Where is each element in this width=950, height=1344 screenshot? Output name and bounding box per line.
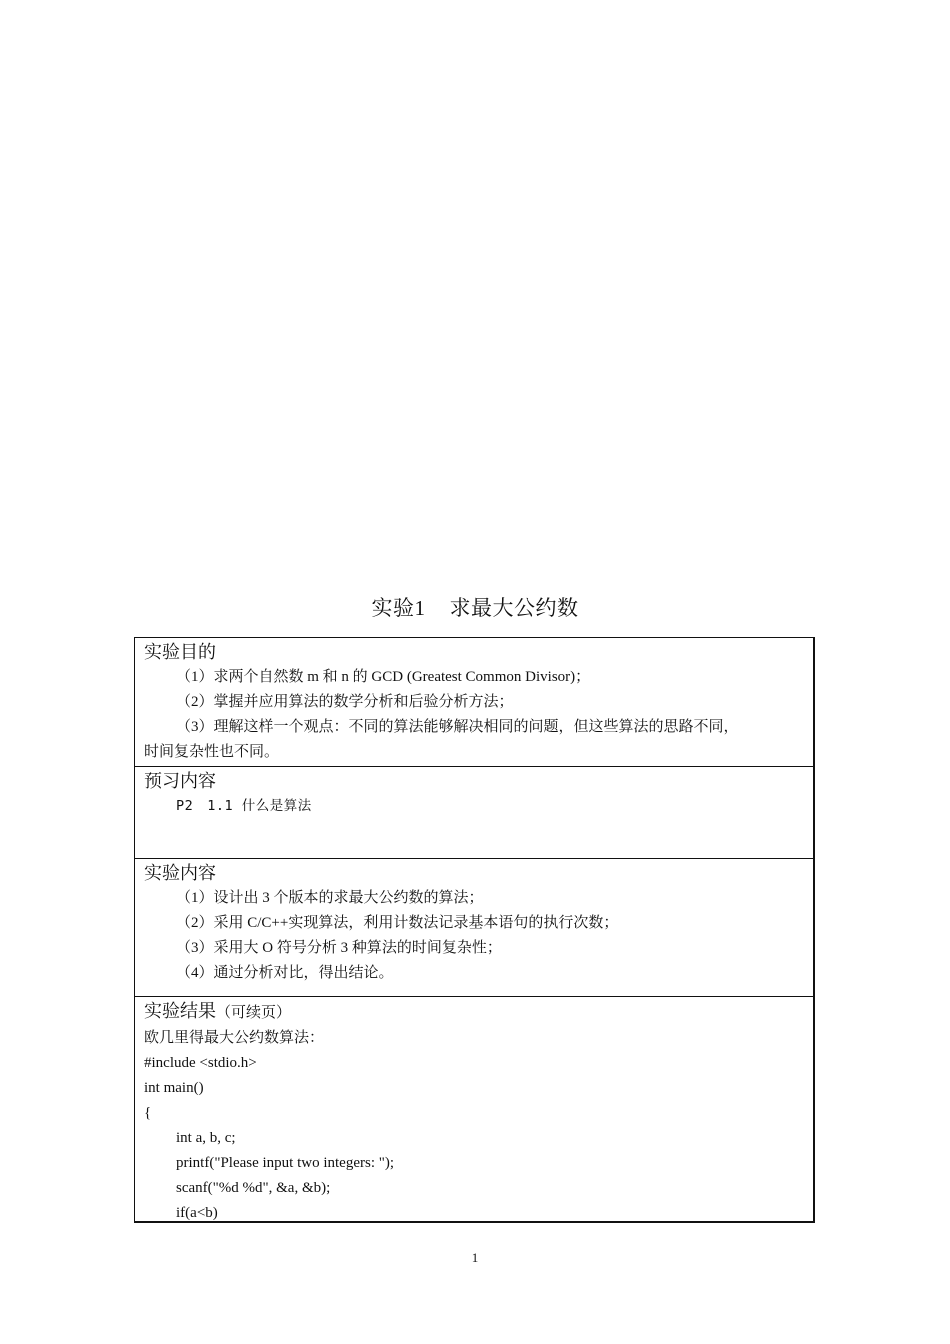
section-heading: 实验内容 — [144, 863, 216, 883]
code-line: #include <stdio.h> — [144, 1055, 257, 1071]
code-line: printf("Please input two integers: "); — [176, 1155, 395, 1171]
section-preview — [135, 766, 813, 858]
section-content — [135, 858, 813, 996]
preview-line: P2 1.1 什么是算法 — [176, 798, 312, 814]
code-line: int a, b, c; — [176, 1130, 236, 1146]
document-title — [0, 592, 950, 622]
content-line: （3）采用大 O 符号分析 3 种算法的时间复杂性； — [176, 940, 502, 956]
results-heading-note: （可续页） — [216, 1005, 292, 1021]
purpose-line: （2）掌握并应用算法的数学分析和后验分析方法； — [176, 694, 514, 710]
code-line: scanf("%d %d", &a, &b); — [176, 1180, 331, 1196]
section-results — [135, 996, 813, 1221]
section-heading: 预习内容 — [144, 771, 216, 791]
content-line: （2）采用 C/C++实现算法，利用计数法记录基本语句的执行次数； — [176, 915, 619, 931]
content-line: （4）通过分析对比，得出结论。 — [176, 965, 394, 981]
purpose-line: 时间复杂性也不同。 — [144, 744, 280, 760]
section-purpose — [135, 639, 813, 766]
code-line: int main() — [144, 1080, 204, 1096]
title-sub: 求最大公约数 — [449, 596, 579, 620]
code-line: if(a<b) — [176, 1205, 218, 1221]
section-heading — [144, 998, 805, 1026]
purpose-line: （3）理解这样一个观点：不同的算法能够解决相同的问题，但这些算法的思路不同， — [176, 719, 739, 735]
experiment-table — [134, 637, 815, 1223]
content-line: （1）设计出 3 个版本的求最大公约数的算法； — [176, 890, 484, 906]
results-heading-text: 实验结果 — [144, 1001, 216, 1021]
page-number: 1 — [471, 1250, 479, 1265]
section-heading: 实验目的 — [144, 642, 216, 662]
code-line: 欧几里得最大公约数算法： — [144, 1030, 325, 1046]
title-main: 实验1 — [371, 596, 426, 620]
purpose-line: （1）求两个自然数 m 和 n 的 GCD (Greatest Common Divisor)； — [176, 669, 591, 685]
code-line: { — [144, 1105, 152, 1121]
